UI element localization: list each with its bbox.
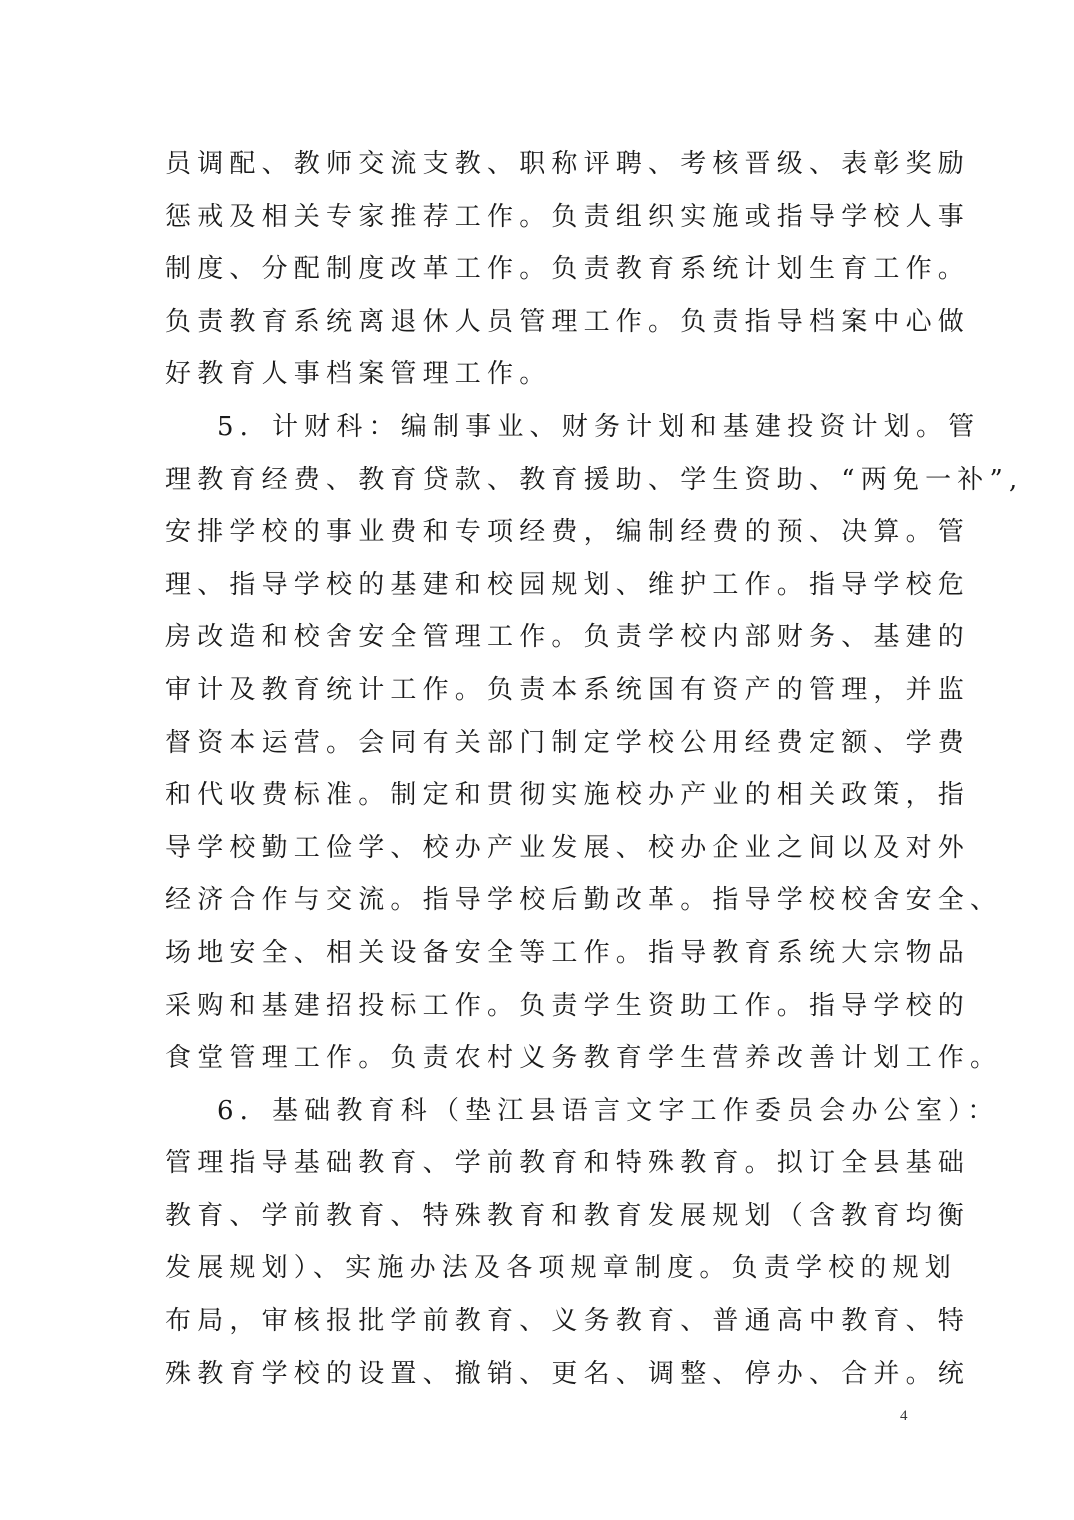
text-line: 场地安全、相关设备安全等工作。指导教育系统大宗物品	[165, 937, 971, 968]
page-number: 4	[900, 1408, 908, 1424]
text-line: 督资本运营。会同有关部门制定学校公用经费定额、学费	[165, 727, 971, 758]
text-line: 理、指导学校的基建和校园规划、维护工作。指导学校危	[165, 569, 971, 600]
text-line: 食堂管理工作。负责农村义务教育学生营养改善计划工作。	[165, 1043, 1003, 1074]
text-line: 房改造和校舍安全管理工作。负责学校内部财务、基建的	[165, 622, 971, 653]
body-text	[165, 138, 1024, 1400]
text-line: 负责教育系统离退休人员管理工作。负责指导档案中心做	[165, 306, 971, 337]
text-line: 布局，审核报批学前教育、义务教育、普通高中教育、特	[165, 1306, 971, 1337]
text-line: 制度、分配制度改革工作。负责教育系统计划生育工作。	[165, 254, 971, 285]
text-line: 发展规划）、实施办法及各项规章制度。负责学校的规划	[165, 1253, 958, 1284]
paragraph-heading-5: 5．计财科：编制事业、财务计划和基建投资计划。管	[217, 411, 981, 442]
text-line: 教育、学前教育、特殊教育和教育发展规划（含教育均衡	[165, 1200, 971, 1231]
text-line: 管理指导基础教育、学前教育和特殊教育。拟订全县基础	[165, 1148, 971, 1179]
text-line: 安排学校的事业费和专项经费，编制经费的预、决算。管	[165, 517, 971, 548]
text-line: 殊教育学校的设置、撤销、更名、调整、停办、合并。统	[165, 1358, 971, 1389]
text-line: 导学校勤工俭学、校办产业发展、校办企业之间以及对外	[165, 832, 971, 863]
text-line: 和代收费标准。制定和贯彻实施校办产业的相关政策，指	[165, 780, 971, 811]
text-line: 审计及教育统计工作。负责本系统国有资产的管理，并监	[165, 674, 971, 705]
text-line: 员调配、教师交流支教、职称评聘、考核晋级、表彰奖励	[165, 149, 971, 179]
text-line: 理教育经费、教育贷款、教育援助、学生资助、“两免一补”,	[165, 464, 1024, 495]
text-line: 采购和基建招投标工作。负责学生资助工作。指导学校的	[165, 990, 971, 1021]
text-line: 好教育人事档案管理工作。	[165, 359, 552, 390]
text-line: 惩戒及相关专家推荐工作。负责组织实施或指导学校人事	[165, 201, 971, 232]
text-line: 经济合作与交流。指导学校后勤改革。指导学校校舍安全、	[165, 885, 1003, 916]
paragraph-heading-6: 6．基础教育科（垫江县语言文字工作委员会办公室）：	[217, 1095, 1000, 1126]
